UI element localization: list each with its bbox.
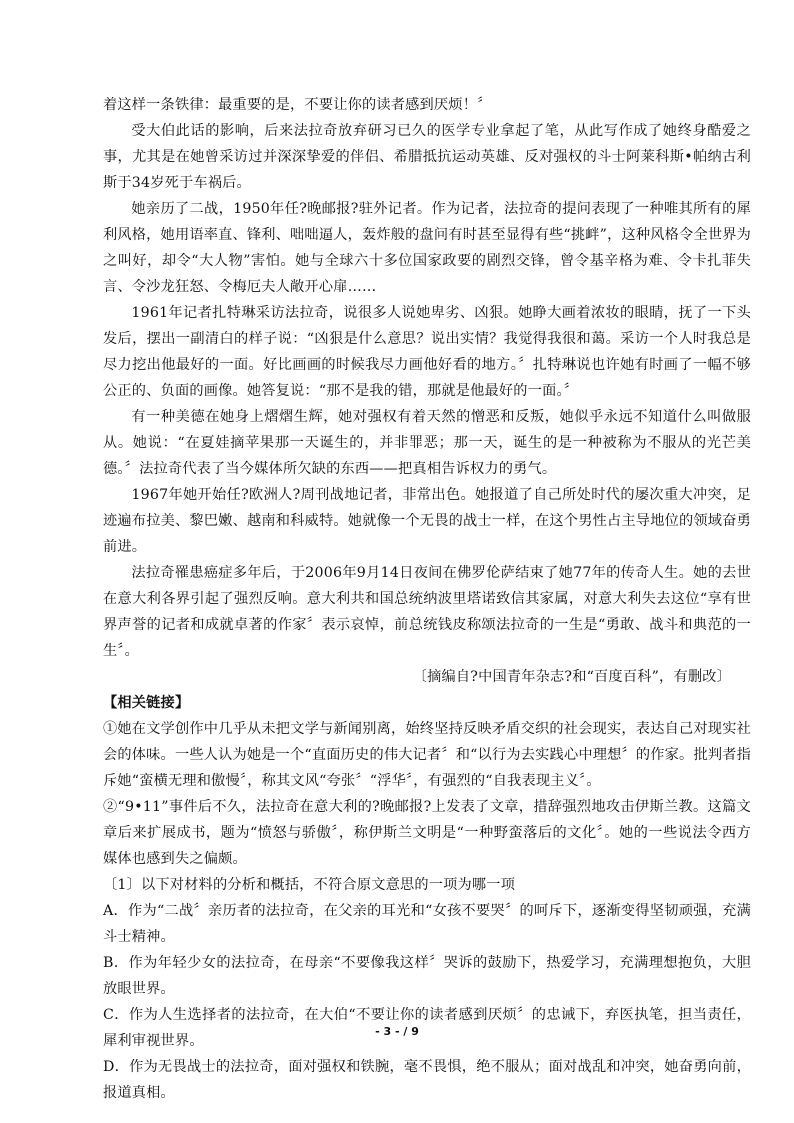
related-link-item: ①她在文学创作中几乎从未把文学与新闻别离，始终坚持反映矛盾交织的社会现实，表达自己对现实社会的体味。一些人认为她是一个“直面历史的伟大记者〞和“以行为去实践心中理想〞的作家。批判者指斥她“蛮横无理和傲慢〞，称其文风“夸张〞“浮华〞，有强烈的“自我表现主义〞。	[103, 721, 751, 789]
related-links-heading: 【相关链接】	[103, 695, 190, 711]
page-number: - 3 - / 9	[375, 1025, 419, 1038]
paragraph-continuation: 着这样一条铁律：最重要的是，不要让你的读者感到厌烦！〞	[103, 97, 492, 113]
related-link-item: ②“9•11”事件后不久，法拉奇在意大利的?晚邮报?上发表了文章，措辞强烈地攻击伊斯兰教。这篇文章后来扩展成书，题为“愤怒与骄傲〞，称伊斯兰文明是“一种野蛮落后的文化〞。她的一些说法令西方媒体也感到失之偏颇。	[103, 799, 751, 867]
option-a: A．作为“二战〞亲历者的法拉奇，在父亲的耳光和“女孩不要哭〞的呵斥下，逐渐变得坚韧顽强，充满斗士精神。	[103, 903, 751, 945]
paragraph: 受大伯此话的影响，后来法拉奇放弃研习已久的医学专业拿起了笔，从此写作成了她终身酷爱之事，尤其是在她曾采访过并深深挚爱的伴侣、希腊抵抗运动英雄、反对强权的斗士阿莱科斯•帕纳古利斯于34岁死于车祸后。	[103, 123, 751, 191]
paragraph: 有一种美德在她身上熠熠生辉，她对强权有着天然的憎恶和反叛，她似乎永远不知道什么叫做服从。她说：“在夏娃摘苹果那一天诞生的，并非罪恶；那一天，诞生的是一种被称为不服从的光芒美德。〞法拉奇代表了当今媒体所欠缺的东西——把真相告诉权力的勇气。	[103, 409, 751, 477]
option-d: D．作为无畏战士的法拉奇，面对强权和铁腕，毫不畏惧，绝不服从；面对战乱和冲突，她奋勇向前，报道真相。	[103, 1059, 751, 1101]
source-citation: 〔摘编自?中国青年杂志?和“百度百科”，有删改〕	[412, 669, 731, 685]
document-body	[103, 92, 751, 1106]
paragraph: 1961年记者扎特琳采访法拉奇，说很多人说她卑劣、凶狠。她睁大画着浓妆的眼睛，抚了一下头发后，摆出一副清白的样子说：“凶狠是什么意思？说出实情？我觉得我很和蔼。采访一个人时我总是尽力挖出他最好的一面。好比画画的时候我尽力画他好看的地方。〞扎特琳说也许她有时画了一幅不够公正的、负面的画像。她答复说：“那不是我的错，那就是他最好的一面。〞	[103, 305, 751, 399]
option-b: B．作为年轻少女的法拉奇，在母亲“不要像我这样〞哭诉的鼓励下，热爱学习，充满理想抱负，大胆放眼世界。	[103, 955, 751, 997]
paragraph: 1967年她开始任?欧洲人?周刊战地记者，非常出色。她报道了自己所处时代的屡次重大冲突，足迹遍布拉美、黎巴嫩、越南和科威特。她就像一个无畏的战士一样，在这个男性占主导地位的领域奋勇前进。	[103, 487, 751, 555]
paragraph: 她亲历了二战，1950年任?晚邮报?驻外记者。作为记者，法拉奇的提问表现了一种唯其所有的犀利风格，她用语率直、锋利、咄咄逼人，轰炸般的盘问有时甚至显得有些“挑衅”，这种风格令全世界为之叫好，却令“大人物”害怕。她与全球六十多位国家政要的剧烈交锋，曾令基辛格为难、令卡扎菲失言、令沙龙狂怒、令梅厄夫人敞开心扉……	[103, 201, 751, 295]
paragraph: 法拉奇罹患癌症多年后，于2006年9月14日夜间在佛罗伦萨结束了她77年的传奇人生。她的去世在意大利各界引起了强烈反响。意大利共和国总统纳波里塔诺致信其家属，对意大利失去这位“享有世界声誉的记者和成就卓著的作家〞表示哀悼，前总统钱皮称颂法拉奇的一生是“勇敢、战斗和典范的一生〞。	[103, 565, 751, 659]
option-c: C．作为人生选择者的法拉奇，在大伯“不要让你的读者感到厌烦〞的忠诫下，弃医执笔，担当责任，犀利审视世界。	[103, 1007, 751, 1049]
question-stem: 〔1〕以下对材料的分析和概括，不符合原文意思的一项为哪一项	[103, 877, 516, 893]
